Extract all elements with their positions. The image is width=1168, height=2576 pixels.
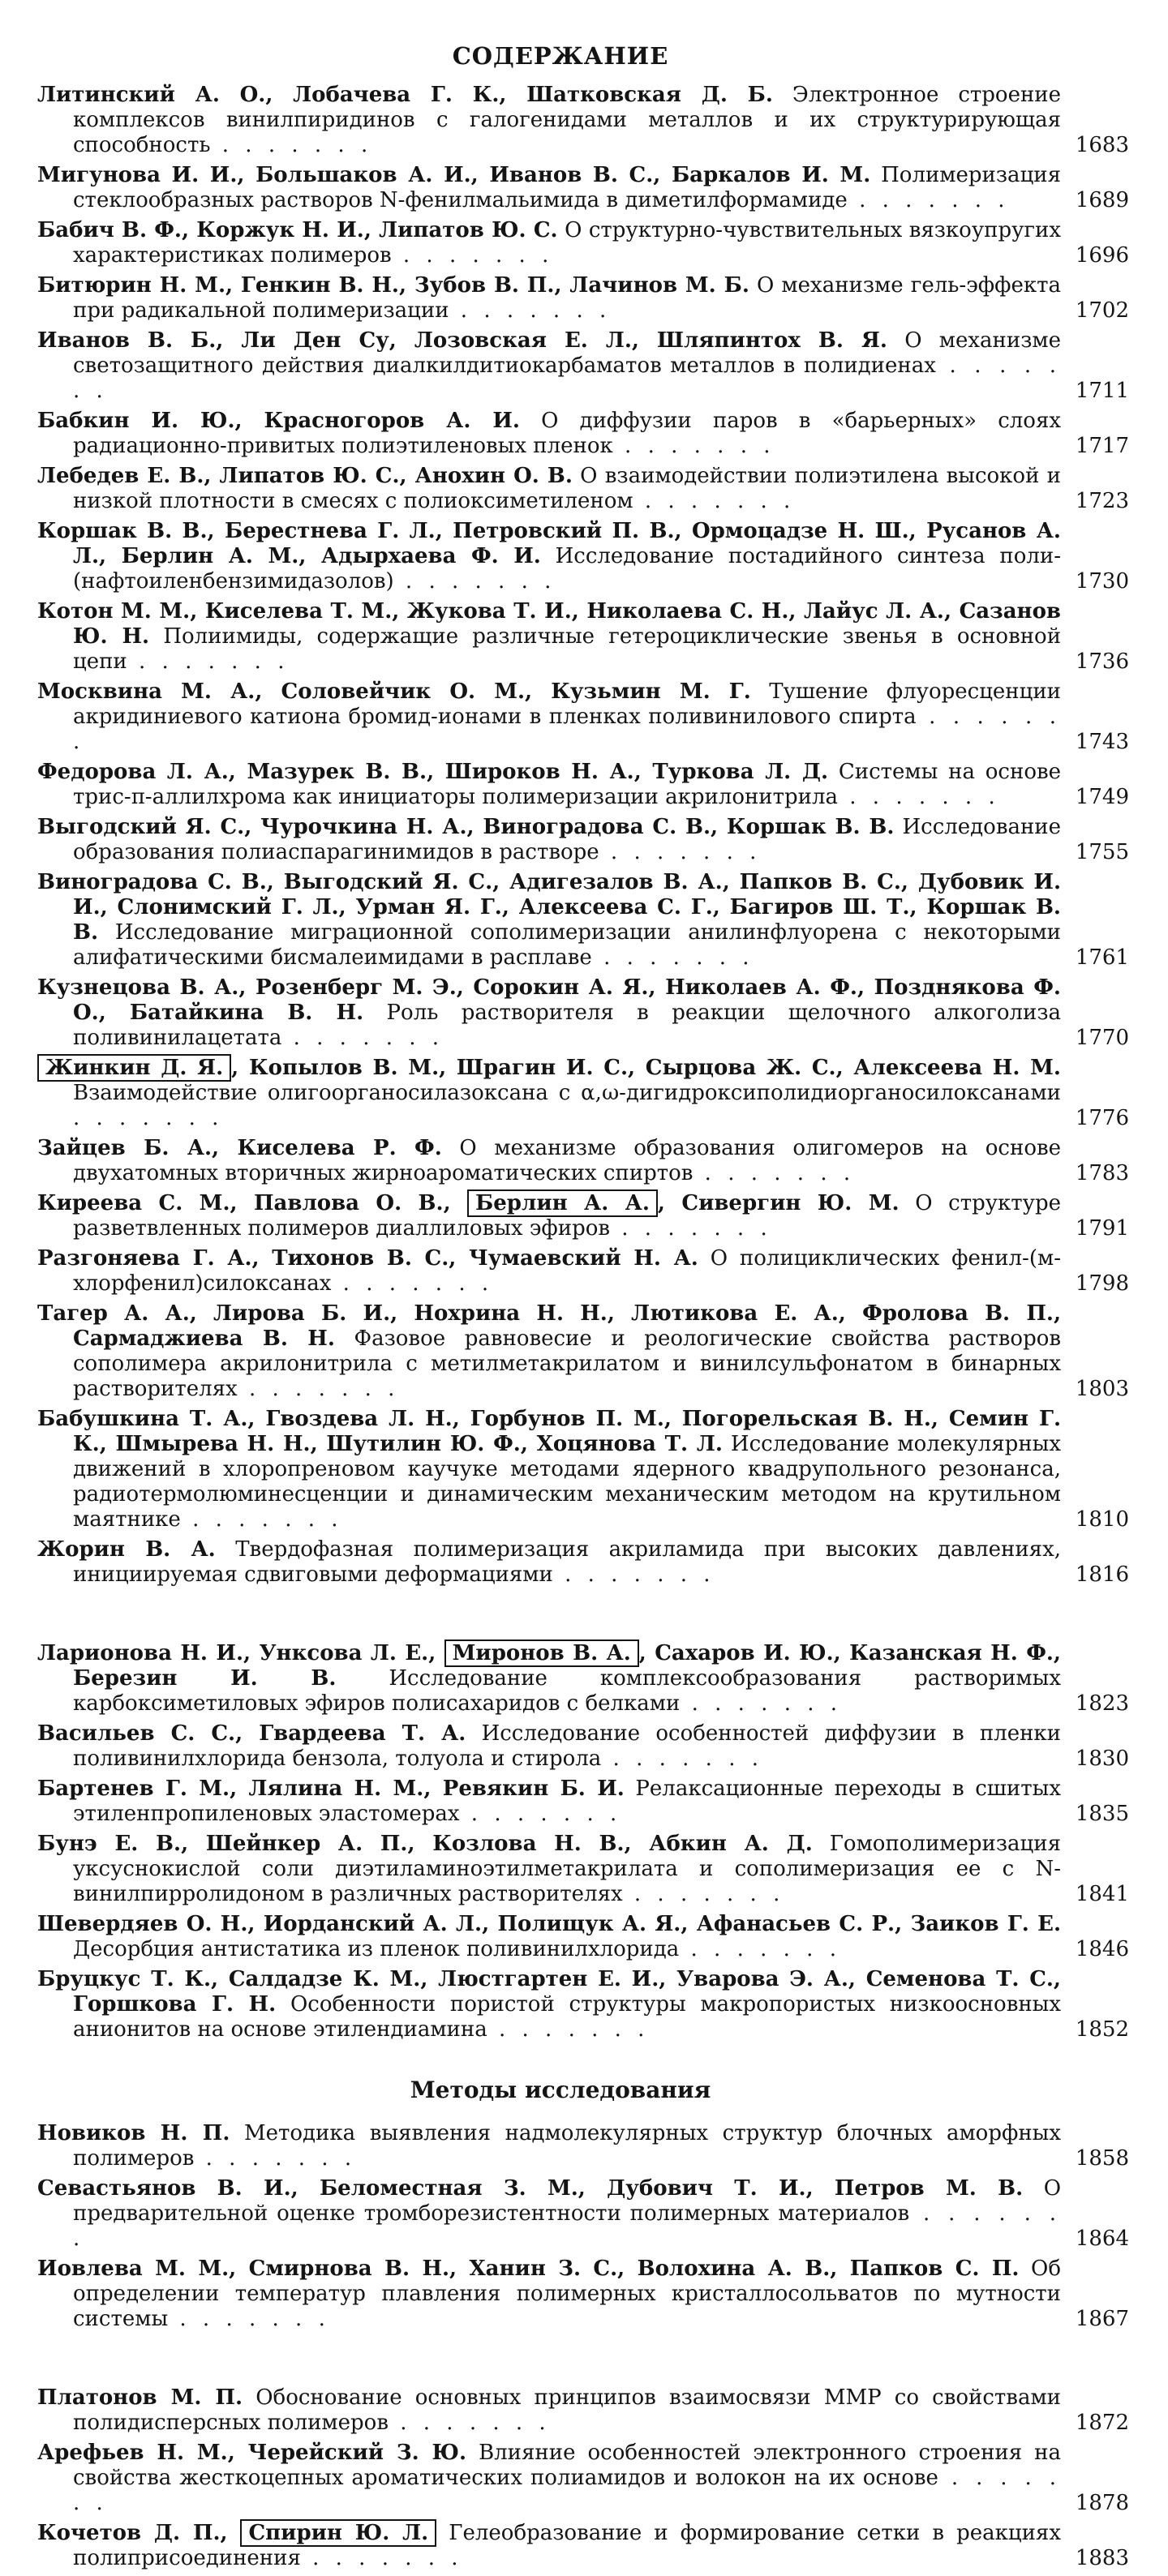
toc-entry bbox=[37, 975, 1152, 1051]
toc-entry bbox=[37, 1537, 1152, 1588]
toc-entry bbox=[37, 218, 1152, 268]
entry-title: Фазовое равновесие и реологические свойства растворов сополимера акрилонитрила с метилметакрилатом и винилсульфонатом в бинарных растворителях bbox=[73, 1327, 1061, 1401]
entry-page-number: 1835 bbox=[1075, 1802, 1129, 1826]
entry-authors: Севастьянов В. И., Беломестная З. М., Дубович Т. И., Петров М. В. bbox=[37, 2176, 1024, 2201]
entry-title: Исследование постадийного синтеза поли-(нафтоиленбензимидазолов) bbox=[73, 544, 1061, 594]
entry-page-number: 1852 bbox=[1075, 2017, 1129, 2042]
entry-page-number: 1689 bbox=[1075, 188, 1129, 212]
dot-leader: . . . . . . . bbox=[391, 243, 554, 268]
entry-authors: Федорова Л. А., Мазурек В. В., Широков Н. А., Туркова Л. Д. bbox=[37, 760, 829, 784]
entry-title: Исследование комплексообразования растворимых карбоксиметиловых эфиров полисахаридов с белками bbox=[73, 1666, 1061, 1716]
entry-authors-after: , Копылов В. М., Шрагин И. С., Сырцова Ж. С., Алексеева Н. М. bbox=[231, 1056, 1061, 1080]
entry-text bbox=[37, 1301, 1061, 1402]
dot-leader: . . . . . . . bbox=[591, 945, 754, 970]
entry-page-number: 1783 bbox=[1075, 1161, 1129, 1185]
entry-authors: Иовлева М. М., Смирнова В. Н., Ханин З. С., Волохина А. В., Папков С. П. bbox=[37, 2257, 1020, 2281]
toc-entry bbox=[37, 2441, 1152, 2516]
entry-title: Особенности пористой структуры макропористых низкоосновных анионитов на основе этилендиамина bbox=[73, 1992, 1062, 2042]
entry-page-number: 1798 bbox=[1075, 1271, 1129, 1296]
toc-entry bbox=[37, 1136, 1152, 1186]
entry-title: Взаимодействие олигоорганосилазоксана с α,ω-дигидроксиполидиорганосилоксанами bbox=[73, 1081, 1061, 1105]
entry-authors: Новиков Н. П. bbox=[37, 2121, 230, 2145]
entry-page-number: 1858 bbox=[1075, 2146, 1129, 2171]
entry-authors: Бруцкус Т. К., Салдадзе К. М., Люстгартен Е. И., Уварова Э. А., Семенова Т. С., Горшкова Г. Н. bbox=[37, 1967, 1061, 2017]
toc-entry bbox=[37, 2176, 1152, 2252]
toc-entry bbox=[37, 1407, 1152, 1532]
entry-title: О диффузии паров в «барьерных» слоях радиационно-привитых полиэтиленовых пленок bbox=[73, 409, 1062, 458]
entry-authors: Бабич В. Ф., Коржук Н. И., Липатов Ю. С. bbox=[37, 218, 558, 242]
entry-title: Влияние особенностей электронного строения на свойства жесткоцепных ароматических полиамидов и волокон на их основе bbox=[73, 2441, 1061, 2490]
dot-leader: . . . . . . . bbox=[127, 649, 290, 674]
entry-title: Системы на основе трис-π-аллилхрома как инициаторы полимеризации акрилонитрила bbox=[73, 760, 1061, 809]
entry-page-number: 1810 bbox=[1075, 1507, 1129, 1532]
entry-title: О механизме образования олигомеров на основе двухатомных вторичных жирноароматических спиртов bbox=[73, 1136, 1062, 1185]
entry-title: О взаимодействии полиэтилена высокой и низкой плотности в смесях с полиоксиметиленом bbox=[73, 464, 1062, 513]
entry-authors: Виноградова С. В., Выгодский Я. С., Адигезалов В. А., Папков В. С., Дубовик И. И., Слонимский Г. Л., Урман Я. Г., Алексеева С. Г., Багиров Ш. Т., Коршак В. В. bbox=[37, 870, 1061, 945]
dot-leader: . . . . . . . bbox=[610, 1216, 772, 1241]
entry-title: Исследование миграционной сополимеризации анилинфлуорена с некоторыми алифатическими бисмалеимидами в расплаве bbox=[73, 920, 1061, 970]
toc-entry bbox=[37, 464, 1152, 514]
toc-entry bbox=[37, 1832, 1152, 1907]
entry-text bbox=[37, 83, 1061, 158]
toc-entry bbox=[37, 519, 1152, 594]
entry-text bbox=[37, 328, 1061, 404]
methods-list bbox=[37, 2121, 1152, 2571]
dot-leader: . . . . . . . bbox=[679, 1937, 841, 1961]
toc-entry bbox=[37, 870, 1152, 971]
entry-title: Исследование особенностей диффузии в пленки поливинилхлорида бензола, толуола и стирола bbox=[73, 1721, 1061, 1771]
methods-heading: Методы исследования bbox=[410, 2077, 711, 2103]
entry-text bbox=[37, 409, 1061, 459]
entry-page-number: 1867 bbox=[1075, 2307, 1129, 2331]
entry-title: Релаксационные переходы в сшитых этиленпропиленовых эластомерах bbox=[73, 1777, 1061, 1826]
entry-authors: Выгодский Я. С., Чурочкина Н. А., Виноградова С. В., Коршак В. В. bbox=[37, 815, 895, 839]
toc-entry bbox=[37, 1912, 1152, 1962]
toc-entry bbox=[37, 163, 1152, 213]
toc-entry bbox=[37, 328, 1152, 404]
entry-title: О структурно-чувствительных вязкоупругих характеристиках полимеров bbox=[73, 218, 1062, 268]
entry-page-number: 1696 bbox=[1075, 243, 1129, 268]
entry-title: О полициклических фенил-(м-хлорфенил)силоксанах bbox=[73, 1246, 1061, 1296]
entry-authors-after: , Сахаров И. Ю., Казанская Н. Ф., Березин И. В. bbox=[73, 1641, 1061, 1691]
toc-entry bbox=[37, 273, 1152, 324]
entry-authors: Арефьев Н. М., Черейский З. Ю. bbox=[37, 2441, 467, 2465]
entry-text bbox=[37, 870, 1061, 971]
dot-leader: . . . . . . . bbox=[622, 1882, 785, 1906]
dot-leader: . . . . . . . bbox=[552, 1562, 715, 1587]
dot-leader: . . . . . . . bbox=[73, 1106, 224, 1130]
toc-entry bbox=[37, 1301, 1152, 1402]
entry-authors: Мигунова И. И., Большаков А. И., Иванов В. С., Баркалов И. М. bbox=[37, 163, 871, 187]
entry-text bbox=[37, 2257, 1061, 2332]
dot-leader: . . . . . . . bbox=[210, 133, 373, 157]
entry-text bbox=[37, 1721, 1061, 1772]
toc-entry bbox=[37, 83, 1152, 158]
entry-text bbox=[37, 1407, 1061, 1532]
dot-leader: . . . . . . . bbox=[73, 2201, 1061, 2251]
dot-leader: . . . . . . . bbox=[847, 188, 1010, 212]
dot-leader: . . . . . . . bbox=[73, 705, 1061, 754]
toc-entry bbox=[37, 679, 1152, 755]
toc-entry bbox=[37, 409, 1152, 459]
dot-leader: . . . . . . . bbox=[487, 2017, 650, 2042]
entry-text bbox=[37, 163, 1061, 213]
entry-page-number: 1823 bbox=[1075, 1691, 1129, 1716]
dot-leader: . . . . . . . bbox=[194, 2146, 357, 2171]
entry-page-number: 1736 bbox=[1075, 649, 1129, 674]
entry-authors: Шевердяев О. Н., Иорданский А. Л., Полищук А. Я., Афанасьев С. Р., Заиков Г. Е. bbox=[37, 1912, 1061, 1936]
entry-page-number: 1717 bbox=[1075, 434, 1129, 458]
entry-page-number: 1683 bbox=[1075, 133, 1129, 157]
dot-leader: . . . . . . . bbox=[73, 2466, 1061, 2515]
dot-leader: . . . . . . . bbox=[237, 1377, 400, 1401]
entry-text bbox=[37, 599, 1061, 675]
entry-text bbox=[37, 1136, 1061, 1186]
entry-text bbox=[37, 1777, 1061, 1827]
entry-page-number: 1791 bbox=[1075, 1216, 1129, 1241]
entry-text bbox=[37, 760, 1061, 810]
entry-title: Полимеризация стеклообразных растворов N-фенилмальимида в диметилформамиде bbox=[73, 163, 1062, 212]
toc-entry bbox=[37, 1191, 1152, 1241]
section-gap bbox=[37, 1592, 1152, 1641]
entry-text bbox=[37, 464, 1061, 514]
entry-text bbox=[37, 1641, 1061, 1717]
toc-entry bbox=[37, 1721, 1152, 1772]
entry-text bbox=[37, 1537, 1061, 1588]
entry-page-number: 1872 bbox=[1075, 2411, 1129, 2435]
entry-text bbox=[37, 1967, 1061, 2042]
dot-leader: . . . . . . . bbox=[393, 569, 556, 594]
entry-authors: Коршак В. В., Берестнева Г. Л., Петровский П. В., Ормоцадзе Н. Ш., Русанов А. Л., Берлин А. М., Адырхаева Ф. И. bbox=[37, 519, 1061, 568]
entry-title: Гелеобразование и формирование сетки в реакциях полиприсоединения bbox=[73, 2521, 1061, 2570]
entry-page-number: 1803 bbox=[1075, 1377, 1129, 1401]
entry-page-number: 1883 bbox=[1075, 2546, 1129, 2570]
entry-authors: Ларионова Н. И., Унксова Л. Е., bbox=[37, 1641, 444, 1665]
dot-leader: . . . . . . . bbox=[180, 1507, 343, 1532]
entry-page-number: 1841 bbox=[1075, 1882, 1129, 1906]
entry-text bbox=[37, 975, 1061, 1051]
entry-text bbox=[37, 519, 1061, 594]
toc-entry bbox=[37, 2521, 1152, 2571]
entry-text bbox=[37, 2176, 1061, 2252]
entry-text bbox=[37, 1832, 1061, 1907]
dot-leader: . . . . . . . bbox=[633, 489, 796, 513]
entry-authors: Разгоняева Г. А., Тихонов В. С., Чумаевский Н. А. bbox=[37, 1246, 698, 1271]
entry-text bbox=[37, 218, 1061, 268]
dot-leader: . . . . . . . bbox=[599, 840, 762, 864]
dot-leader: . . . . . . . bbox=[300, 2546, 463, 2570]
toc-entry bbox=[37, 1246, 1152, 1297]
toc-entry bbox=[37, 815, 1152, 865]
entry-text bbox=[37, 2121, 1061, 2171]
toc-entry bbox=[37, 2385, 1152, 2436]
entry-authors: Платонов М. П. bbox=[37, 2385, 243, 2410]
section-gap bbox=[37, 2337, 1152, 2385]
entry-authors: Иванов В. Б., Ли Ден Су, Лозовская Е. Л., Шляпинтох В. Я. bbox=[37, 328, 887, 353]
entry-authors: Тагер А. А., Лирова Б. И., Нохрина Н. Н., Лютикова Е. А., Фролова В. П., Сармаджиева В. Н. bbox=[37, 1301, 1061, 1351]
entry-authors: Киреева С. М., Павлова О. В., bbox=[37, 1191, 468, 1215]
dot-leader: . . . . . . . bbox=[388, 2411, 551, 2435]
entry-text bbox=[37, 815, 1061, 865]
entry-authors: Жорин В. А. bbox=[37, 1537, 216, 1562]
dot-leader: . . . . . . . bbox=[449, 298, 612, 323]
entry-title: Десорбция антистатика из пленок поливинилхлорида bbox=[73, 1937, 680, 1961]
entry-authors: Кочетов Д. П., bbox=[37, 2521, 241, 2545]
entry-authors: Зайцев Б. А., Киселева Р. Ф. bbox=[37, 1136, 442, 1160]
entry-title: О предварительной оценке тромборезистентности полимерных материалов bbox=[73, 2176, 1062, 2226]
entry-page-number: 1755 bbox=[1075, 840, 1129, 864]
entry-title: Исследование молекулярных движений в хлоропреновом каучуке методами ядерного квадрупольного резонанса, радиотермолюминесценции и динамическим механическим методом на крутильном маятнике bbox=[73, 1432, 1062, 1532]
entry-authors: Кузнецова В. А., Розенберг М. Э., Сорокин А. Я., Николаев А. Ф., Позднякова Ф. О., Батайкина В. Н. bbox=[37, 975, 1061, 1025]
entry-title: О структуре разветвленных полимеров диаллиловых эфиров bbox=[73, 1191, 1061, 1241]
entry-title: Исследование образования полиаспарагинимидов в растворе bbox=[73, 815, 1061, 864]
dot-leader: . . . . . . . bbox=[73, 354, 1061, 403]
entry-title: Электронное строение комплексов винилпиридинов с галогенидами металлов и их структурирующая способность bbox=[73, 83, 1061, 157]
entry-page-number: 1749 bbox=[1075, 785, 1129, 809]
entry-authors: Бабкин И. Ю., Красногоров А. И. bbox=[37, 409, 520, 433]
entry-page-number: 1761 bbox=[1075, 945, 1129, 970]
entry-authors: Москвина М. А., Соловейчик О. М., Кузьмин М. Г. bbox=[37, 679, 751, 704]
entry-text bbox=[37, 2521, 1061, 2571]
entry-page-number: 1770 bbox=[1075, 1026, 1129, 1050]
entry-title: Твердофазная полимеризация акриламида при высоких давлениях, инициируемая сдвиговыми деформациями bbox=[73, 1537, 1061, 1587]
entry-page-number: 1723 bbox=[1075, 489, 1129, 513]
entry-text bbox=[37, 1246, 1061, 1297]
dot-leader: . . . . . . . bbox=[601, 1747, 763, 1771]
dot-leader: . . . . . . . bbox=[693, 1161, 856, 1185]
entry-authors: Котон М. М., Киселева Т. М., Жукова Т. И., Николаева С. Н., Лайус Л. А., Сазанов Ю. Н. bbox=[37, 599, 1061, 649]
entry-authors: Литинский А. О., Лобачева Г. К., Шатковская Д. Б. bbox=[37, 83, 773, 107]
toc-entry bbox=[37, 599, 1152, 675]
entry-title: Об определении температур плавления полимерных кристаллосольватов по мутности системы bbox=[73, 2257, 1062, 2331]
entry-title: Методика выявления надмолекулярных структур блочных аморфных полимеров bbox=[73, 2121, 1062, 2171]
entry-boxed-author: Миронов В. А. bbox=[444, 1639, 639, 1667]
entry-text bbox=[37, 273, 1061, 324]
entry-title: О механизме гель-эффекта при радикальной полимеризации bbox=[73, 273, 1061, 323]
entry-text bbox=[37, 679, 1061, 755]
toc-entry bbox=[37, 1056, 1152, 1131]
entry-page-number: 1743 bbox=[1075, 730, 1129, 754]
dot-leader: . . . . . . . bbox=[680, 1691, 843, 1716]
entry-boxed-author: Жинкин Д. Я. bbox=[37, 1054, 231, 1082]
dot-leader: . . . . . . . bbox=[331, 1271, 494, 1296]
toc-entry bbox=[37, 2257, 1152, 2332]
entry-text bbox=[37, 1912, 1061, 1962]
dot-leader: . . . . . . . bbox=[459, 1802, 622, 1826]
entry-boxed-author: Берлин А. А. bbox=[467, 1189, 658, 1217]
entry-authors: Бунэ Е. В., Шейнкер А. П., Козлова Н. В., Абкин А. Д. bbox=[37, 1832, 813, 1856]
entry-authors: Лебедев Е. В., Липатов Ю. С., Анохин О. В. bbox=[37, 464, 573, 488]
toc-entry bbox=[37, 760, 1152, 810]
entry-title: Обоснование основных принципов взаимосвязи ММР со свойствами полидисперсных полимеров bbox=[73, 2385, 1061, 2435]
toc-entry bbox=[37, 1967, 1152, 2042]
dot-leader: . . . . . . . bbox=[838, 785, 1000, 809]
entry-page-number: 1846 bbox=[1075, 1937, 1129, 1961]
entry-title: Тушение флуоресценции акридиниевого катиона бромид-ионами в пленках поливинилового спирта bbox=[73, 679, 1062, 729]
entry-title: Роль растворителя в реакции щелочного алкоголиза поливинилацетата bbox=[73, 1001, 1062, 1050]
entry-page-number: 1711 bbox=[1075, 379, 1129, 403]
dot-leader: . . . . . . . bbox=[168, 2307, 330, 2331]
entry-page-number: 1864 bbox=[1075, 2227, 1129, 2251]
dot-leader: . . . . . . . bbox=[612, 434, 775, 458]
entry-page-number: 1816 bbox=[1075, 1562, 1129, 1587]
entry-title: О механизме светозащитного действия диалкилдитиокарбаматов металлов в полидиенах bbox=[73, 328, 1061, 378]
contents-heading: СОДЕРЖАНИЕ bbox=[452, 42, 669, 70]
entry-authors: Битюрин Н. М., Генкин В. Н., Зубов В. П., Лачинов М. Б. bbox=[37, 273, 749, 298]
entry-page-number: 1878 bbox=[1075, 2491, 1129, 2515]
entry-authors-after: , Сивергин Ю. М. bbox=[657, 1191, 900, 1215]
entry-page-number: 1730 bbox=[1075, 569, 1129, 594]
entry-text bbox=[37, 1056, 1061, 1131]
entry-page-number: 1776 bbox=[1075, 1106, 1129, 1130]
entry-title: Гомополимеризация уксуснокислой соли диэтиламиноэтилметакрилата и сополимеризация ее с N-винилпирролидоном в различных растворителях bbox=[73, 1832, 1062, 1906]
dot-leader: . . . . . . . bbox=[281, 1026, 444, 1050]
entry-title: Полиимиды, содержащие различные гетероциклические звенья в основной цепи bbox=[73, 624, 1062, 674]
entry-text bbox=[37, 2441, 1061, 2516]
entry-text bbox=[37, 2385, 1061, 2436]
contents-page bbox=[37, 42, 1152, 2576]
toc-entry bbox=[37, 2121, 1152, 2171]
toc-entry bbox=[37, 1777, 1152, 1827]
entry-boxed-author: Спирин Ю. Л. bbox=[240, 2519, 436, 2547]
entries-list bbox=[37, 83, 1152, 2042]
entry-authors: Васильев С. С., Гвардеева Т. А. bbox=[37, 1721, 466, 1746]
toc-entry bbox=[37, 1641, 1152, 1717]
entry-authors: Бартенев Г. М., Лялина Н. М., Ревякин Б. И. bbox=[37, 1777, 625, 1801]
entry-page-number: 1702 bbox=[1075, 298, 1129, 323]
entry-text bbox=[37, 1191, 1061, 1241]
entry-authors: Бабушкина Т. А., Гвоздева Л. Н., Горбунов П. М., Погорельская В. Н., Семин Г. К., Шмырева Н. Н., Шутилин Ю. Ф., Хоцянова Т. Л. bbox=[37, 1407, 1061, 1456]
entry-page-number: 1830 bbox=[1075, 1747, 1129, 1771]
